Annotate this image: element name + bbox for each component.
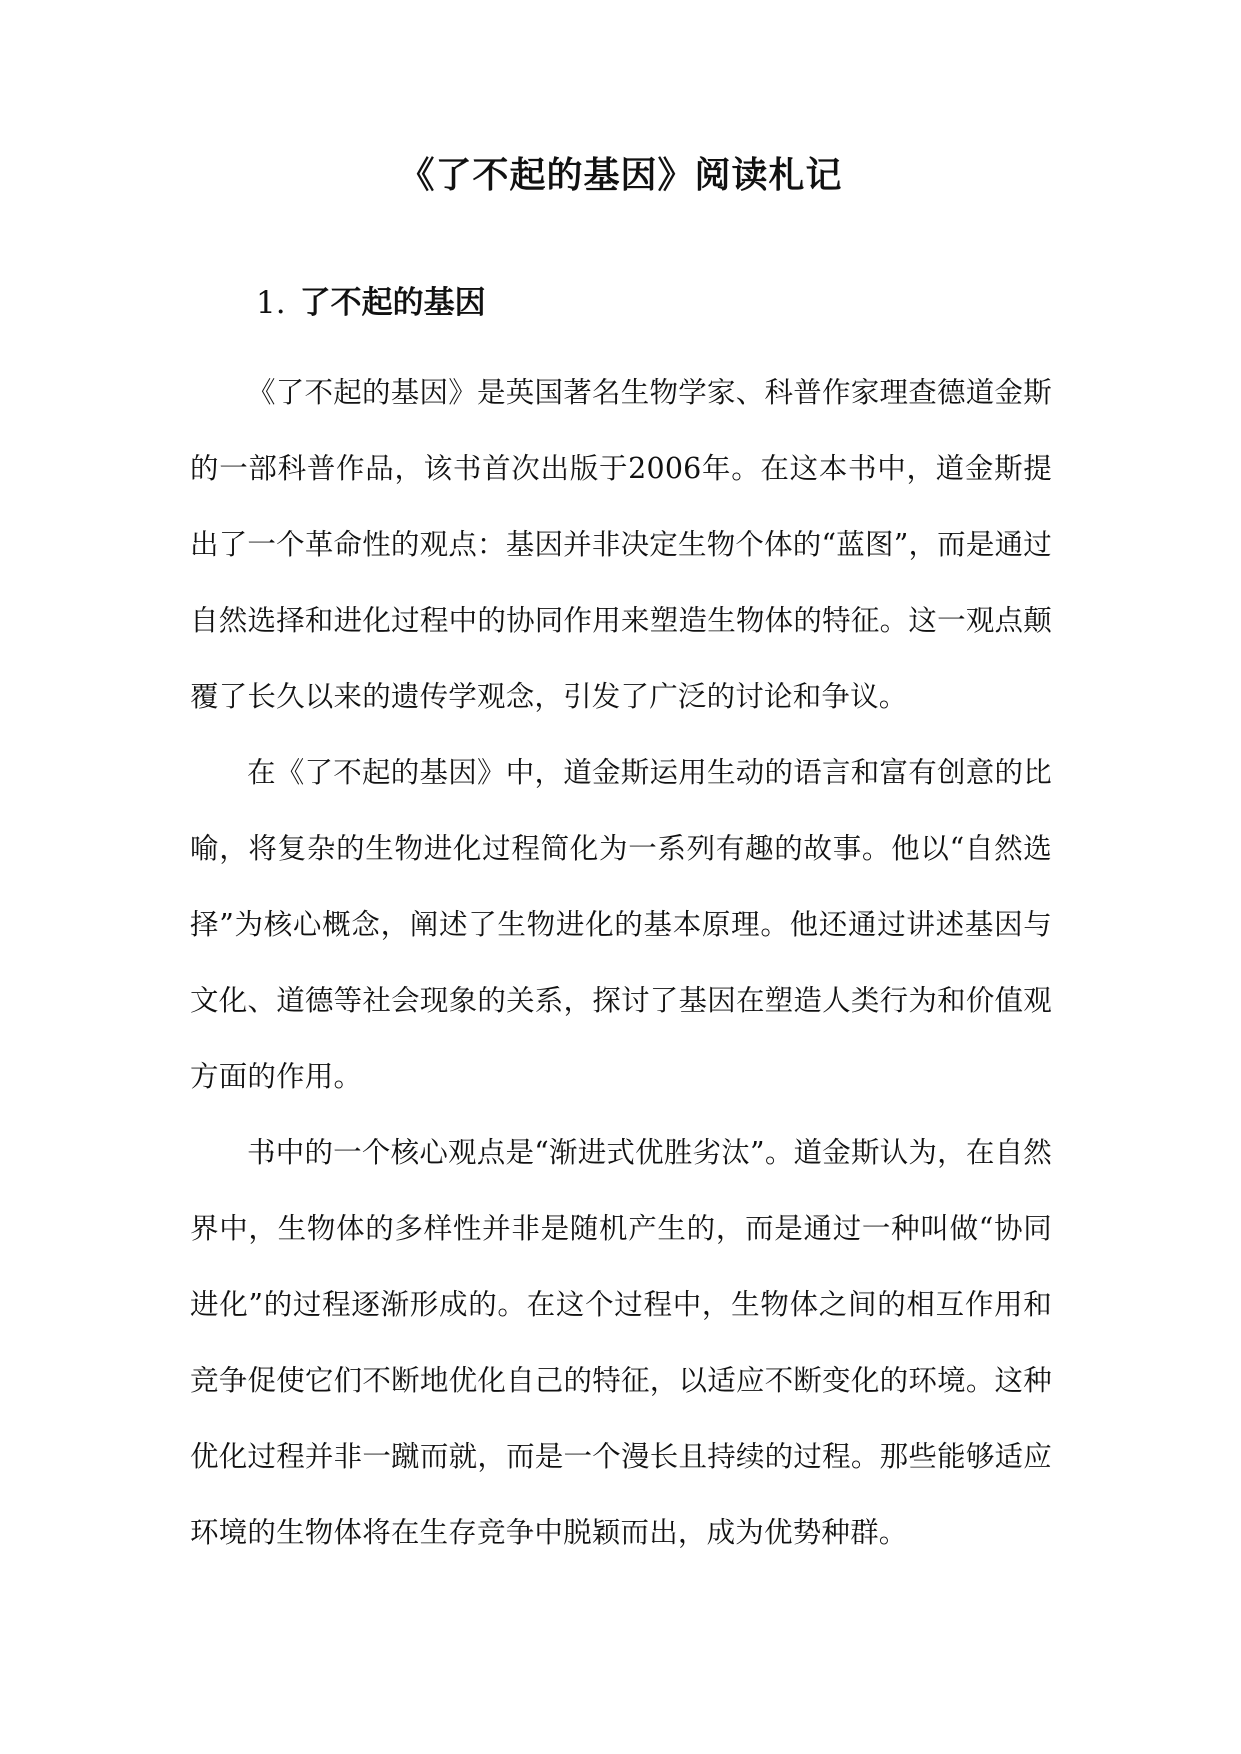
paragraph: 书中的一个核心观点是“渐进式优胜劣汰”。道金斯认为，在自然界中，生物体的多样性并非是随机产生的，而是通过一种叫做“协同进化”的过程逐渐形成的。在这个过程中，生物体之间的相互作用和竞争促使它们不断地优化自己的特征，以适应不断变化的环境。这种优化过程并非一蹴而就，而是一个漫长且持续的过程。那些能够适应环境的生物体将在生存竞争中脱颖而出，成为优势种群。 — [190, 1136, 1052, 1549]
paragraph: 在《了不起的基因》中，道金斯运用生动的语言和富有创意的比喻，将复杂的生物进化过程简化为一系列有趣的故事。他以“自然选择”为核心概念，阐述了生物进化的基本原理。他还通过讲述基因与文化、道德等社会现象的关系，探讨了基因在塑造人类行为和价值观方面的作用。 — [190, 756, 1052, 1093]
section-heading — [256, 281, 486, 325]
section-title: 了不起的基因 — [299, 285, 486, 321]
paragraph: 《了不起的基因》是英国著名生物学家、科普作家理查德道金斯的一部科普作品，该书首次出版于2006年。在这本书中，道金斯提出了一个革命性的观点：基因并非决定生物个体的“蓝图”，而是通过自然选择和进化过程中的协同作用来塑造生物体的特征。这一观点颠覆了长久以来的遗传学观念，引发了广泛的讨论和争议。 — [190, 376, 1052, 713]
page-title: 《了不起的基因》阅读札记 — [398, 155, 843, 196]
section-number: 1. — [256, 285, 286, 321]
document-body — [190, 355, 1052, 1571]
